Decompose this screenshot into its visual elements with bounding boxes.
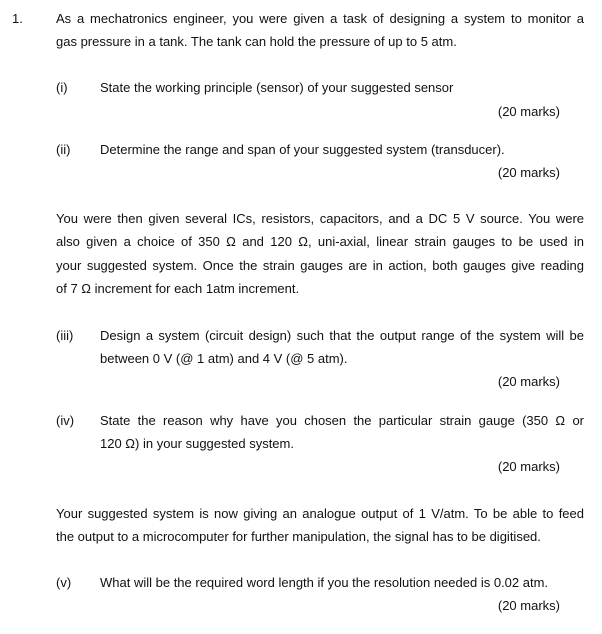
part-label-v: (v): [56, 575, 72, 590]
context-line: of 7 Ω increment for each 1atm increment.: [56, 280, 300, 296]
part-marks-i: (20 marks): [497, 104, 560, 119]
context-line: also given a choice of 350 Ω and 120 Ω, uni-axial, linear strain gauges to be used in: [56, 234, 584, 250]
part-line: State the reason why have you chosen the particular strain gauge (350 Ω or: [100, 413, 584, 428]
context-line: the output to a microcomputer for further manipulation, the signal has to be digitised.: [56, 529, 541, 545]
context-paragraph-output: [56, 502, 584, 549]
part-text-ii: [100, 138, 584, 161]
part-line: between 0 V (@ 1 atm) and 4 V (@ 5 atm).: [100, 351, 348, 367]
part-text-v: [100, 571, 584, 594]
part-line: 120 Ω) in your suggested system.: [100, 436, 294, 452]
intro-line: As a mechatronics engineer, you were given a task of designing a system to monitor a: [56, 11, 584, 26]
intro-line: gas pressure in a tank. The tank can hold the pressure of up to 5 atm.: [56, 34, 457, 50]
part-line: State the working principle (sensor) of your suggested sensor: [100, 80, 454, 95]
part-text-i: [100, 76, 584, 99]
part-label-i: (i): [56, 80, 68, 95]
part-label-iv: (iv): [56, 413, 75, 428]
part-line: Design a system (circuit design) such that the output range of the system will be: [100, 328, 584, 343]
part-marks-ii: (20 marks): [497, 165, 560, 180]
context-paragraph-components: [56, 207, 584, 300]
part-marks-iv: (20 marks): [497, 459, 560, 474]
question-number: 1.: [12, 11, 23, 26]
part-line: What will be the required word length if you the resolution needed is 0.02 atm.: [100, 575, 549, 590]
part-marks-iii: (20 marks): [497, 374, 560, 389]
part-label-ii: (ii): [56, 142, 71, 157]
part-marks-v: (20 marks): [497, 598, 560, 613]
intro-paragraph: [56, 7, 584, 54]
part-text-iv: [100, 409, 584, 456]
part-label-iii: (iii): [56, 328, 74, 343]
context-line: Your suggested system is now giving an analogue output of 1 V/atm. To be able to feed: [56, 506, 584, 521]
part-line: Determine the range and span of your suggested system (transducer).: [100, 142, 505, 157]
context-line: your suggested system. Once the strain gauges are in action, both gauges give reading: [56, 257, 584, 273]
context-line: You were then given several ICs, resistors, capacitors, and a DC 5 V source. You were: [56, 211, 584, 226]
part-text-iii: [100, 324, 584, 371]
